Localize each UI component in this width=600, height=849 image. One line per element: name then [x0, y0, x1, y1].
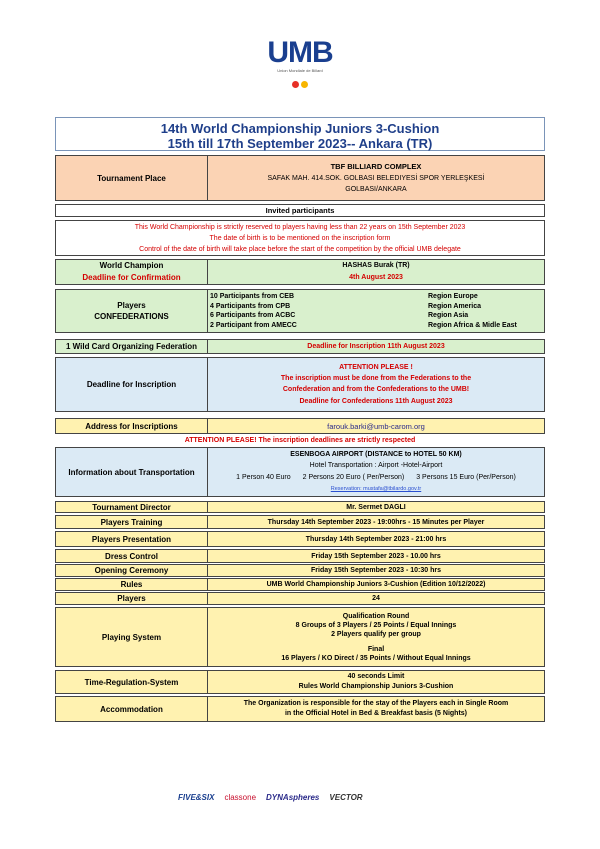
wildcard-row	[55, 339, 545, 354]
conf-region: Region Africa & Midle East	[428, 321, 517, 329]
address-label: Address for Inscriptions	[56, 419, 208, 433]
inscription-line3: Deadline for Confederations 11th August 2023	[299, 398, 453, 405]
logo-dots	[262, 75, 338, 83]
confederations-title: CONFEDERATIONS	[94, 312, 169, 321]
sponsor-logo: DYNAspheres	[266, 792, 320, 802]
venue-address2: GOLBASI/ANKARA	[345, 186, 407, 193]
reservation-link[interactable]: Reservation: mustafa@tbilardo.gov.tr	[330, 486, 422, 492]
invited-participants-label: Invited participants	[265, 206, 335, 215]
inscription-line1: The inscription must be done from the Federations to the	[280, 375, 472, 382]
conf-region: Region Europe	[428, 293, 478, 300]
sponsor-logo: FIVE&SIX	[178, 792, 215, 802]
champion-label: World Champion	[99, 261, 164, 270]
title-line2: 15th till 17th September 2023-- Ankara (TR)	[167, 136, 433, 151]
time-regulation-row	[55, 670, 545, 694]
transport-row	[55, 447, 545, 497]
price-two-persons: 2 Persons 20 Euro ( Per/Person)	[302, 474, 405, 481]
schedule-value: Friday 15th September 2023 - 10.00 hrs	[311, 552, 441, 560]
inscription-label: Deadline for Inscription	[56, 358, 208, 411]
schedule-row	[55, 578, 545, 591]
schedule-value: UMB World Championship Juniors 3-Cushion (Edition 10/12/2022)	[266, 581, 486, 588]
address-row	[55, 418, 545, 434]
schedule-label: Players	[56, 593, 208, 604]
schedule-value: Mr. Sermet DAGLI	[346, 503, 406, 511]
restrictions-text	[56, 221, 544, 255]
logo-subtitle: Union Mondiale de Billard	[277, 68, 323, 73]
attention-note: ATTENTION PLEASE! The inscription deadlines are strictly respected	[184, 437, 416, 444]
world-champion-label	[56, 260, 208, 284]
world-champion-value	[208, 260, 544, 284]
schedule-row	[55, 501, 545, 513]
qualification-line2: 2 Players qualify per group	[331, 630, 421, 638]
champion-deadline: 4th August 2023	[349, 274, 403, 281]
world-champion-row	[55, 259, 545, 285]
restrictions-row	[55, 220, 545, 256]
qualification-title: Qualification Round	[342, 612, 410, 620]
sponsors-footer	[178, 786, 428, 808]
logo-text: UMB	[267, 36, 333, 69]
schedule-value: 24	[372, 595, 380, 602]
accommodation-line1: The Organization is responsible for the stay of the Players each in Single Room	[243, 700, 509, 707]
accommodation-row	[55, 696, 545, 722]
confederations-label	[56, 290, 208, 332]
schedule-label: Players Training	[56, 516, 208, 528]
inscription-row	[55, 357, 545, 412]
schedule-label: Rules	[56, 579, 208, 590]
playing-system-value	[208, 608, 544, 666]
transport-prices	[236, 472, 516, 484]
final-line1: 16 Players / KO Direct / 35 Points / Without Equal Innings	[281, 654, 471, 662]
logo-dot-yellow	[301, 81, 308, 88]
schedule-row	[55, 564, 545, 577]
accommodation-value	[208, 697, 544, 721]
sponsor-logo: classone	[224, 792, 257, 802]
time-regulation-line1: 40 seconds Limit	[347, 673, 405, 680]
transport-label: Information about Transportation	[56, 448, 208, 496]
transport-airport: ESENBOGA AIRPORT (DISTANCE to HOTEL 50 KM)	[290, 451, 462, 458]
conf-row-cpb	[210, 302, 540, 312]
conf-row-acbc	[210, 311, 540, 321]
umb-logo	[262, 38, 338, 90]
logo-dot-red	[292, 81, 299, 88]
time-regulation-label: Time-Regulation-System	[56, 671, 208, 693]
accommodation-label: Accommodation	[56, 697, 208, 721]
schedule-row	[55, 531, 545, 547]
wildcard-deadline: Deadline for Inscription 11th August 2023	[307, 343, 445, 350]
final-title: Final	[367, 645, 385, 653]
sponsor-logo: VECTOR	[329, 792, 363, 802]
confederations-row	[55, 289, 545, 333]
tournament-place-label: Tournament Place	[56, 156, 208, 200]
inscription-line2: Confederation and from the Confederations to the UMB!	[282, 386, 470, 393]
schedule-label: Dress Control	[56, 550, 208, 562]
venue-address1: SAFAK MAH. 414.SOK. GOLBASI BELEDIYESİ SPOR YERLEŞKESİ	[267, 175, 485, 182]
accommodation-line2: in the Official Hotel in Bed & Breakfast basis (5 Nights)	[284, 710, 468, 717]
wildcard-label: 1 Wild Card Organizing Federation	[56, 340, 208, 353]
title-line1: 14th World Championship Juniors 3-Cushion	[160, 121, 440, 136]
transport-value	[208, 448, 544, 496]
championship-title	[55, 117, 545, 151]
schedule-value: Friday 15th September 2023 - 10:30 hrs	[311, 567, 441, 574]
restriction-line2: The date of birth is to be mentioned on the inscription form	[209, 234, 391, 242]
conf-participants: 10 Participants from CEB	[210, 293, 295, 300]
schedule-label: Opening Ceremony	[56, 565, 208, 576]
price-one-person: 1 Person 40 Euro	[236, 474, 291, 481]
playing-system-label: Playing System	[56, 608, 208, 666]
invited-participants-row	[55, 204, 545, 217]
transport-hotel: Hotel Transportation : Airport -Hotel-Airport	[309, 462, 443, 469]
tournament-place-value	[208, 156, 544, 200]
schedule-label: Tournament Director	[56, 502, 208, 512]
deadline-confirmation-label: Deadline for Confirmation	[82, 273, 181, 282]
time-regulation-line2: Rules World Championship Juniors 3-Cushion	[298, 683, 454, 690]
price-three-persons: 3 Persons 15 Euro (Per/Person)	[416, 474, 516, 481]
tournament-place-row	[55, 155, 545, 201]
venue-name: TBF BILLIARD COMPLEX	[330, 162, 422, 171]
playing-system-row	[55, 607, 545, 667]
conf-participants: 4 Participants from CPB	[210, 302, 291, 310]
conf-row-amecc	[210, 321, 540, 331]
restriction-line1: This World Championship is strictly reserved to players having less than 22 years on 15th September 2023	[134, 223, 466, 231]
inscription-value	[208, 358, 544, 411]
conf-region: Region Asia	[428, 312, 469, 319]
conf-row-ceb	[210, 292, 540, 302]
address-email[interactable]: farouk.barki@umb-carom.org	[327, 421, 425, 431]
qualification-line1: 8 Groups of 3 Players / 25 Points / Equal Innings	[295, 621, 457, 629]
conf-participants: 2 Participant from AMECC	[210, 321, 297, 329]
restriction-line3: Control of the date of birth will take place before the start of the competition by the official UMB delegate	[139, 245, 461, 253]
time-regulation-value	[208, 671, 544, 693]
schedule-row	[55, 592, 545, 605]
schedule-value: Thursday 14th September 2023 - 19:00hrs - 15 Minutes per Player	[267, 518, 485, 526]
inscription-attention: ATTENTION PLEASE !	[339, 364, 413, 371]
players-label: Players	[117, 301, 146, 310]
confederations-grid	[210, 292, 540, 330]
champion-name: HASHAS Burak (TR)	[342, 262, 410, 269]
schedule-label: Players Presentation	[56, 532, 208, 546]
schedule-row	[55, 515, 545, 529]
conf-participants: 6 Participants from ACBC	[210, 312, 296, 319]
conf-region: Region America	[428, 302, 482, 310]
schedule-value: Thursday 14th September 2023 - 21:00 hrs	[305, 535, 447, 543]
schedule-row	[55, 549, 545, 563]
